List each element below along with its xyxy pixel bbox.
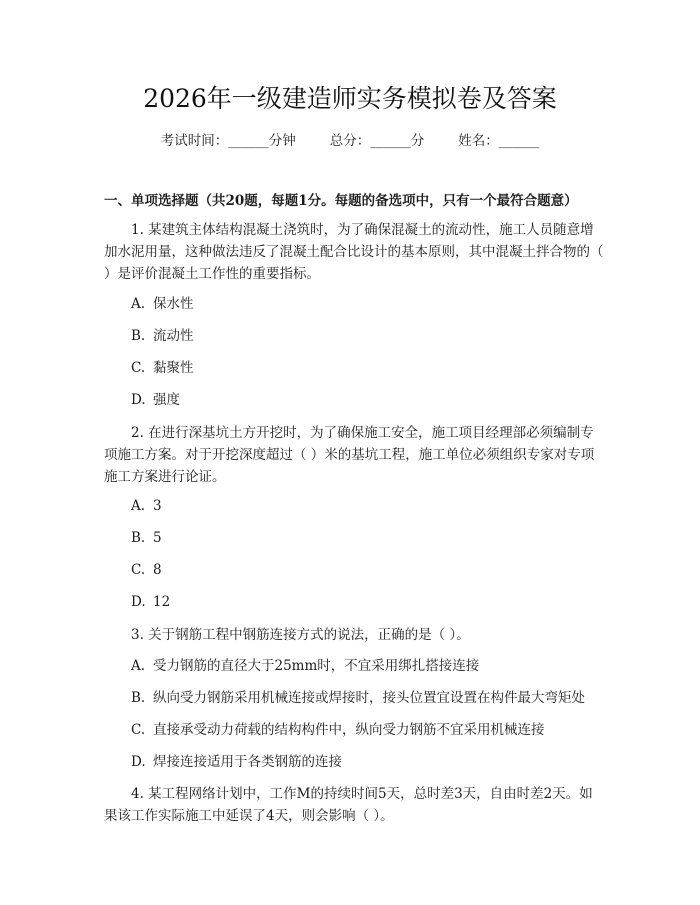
option-text: 5 xyxy=(153,530,162,546)
section-heading: 一、单项选择题（共20题，每题1分。每题的备选项中，只有一个最符合题意） xyxy=(104,193,578,209)
option-text: 3 xyxy=(153,498,162,514)
question-3-option-a xyxy=(131,656,479,676)
score-label: 总分： xyxy=(329,133,371,149)
option-text: 8 xyxy=(153,562,162,578)
option-text: 焊接连接适用于各类钢筋的连接 xyxy=(153,754,342,770)
question-1-option-d xyxy=(131,390,180,410)
option-text: 强度 xyxy=(153,392,180,408)
exam-info-line xyxy=(0,131,700,151)
question-2-option-d xyxy=(131,592,170,612)
time-blank: ______ xyxy=(228,133,269,149)
option-text: 流动性 xyxy=(153,328,194,344)
page-title: 2026年一级建造师实务模拟卷及答案 xyxy=(143,84,557,113)
name-label: 姓名： xyxy=(458,133,499,149)
question-1-option-a xyxy=(131,294,194,314)
question-2-option-c xyxy=(131,560,162,580)
score-blank: ______ xyxy=(370,133,411,149)
option-letter: C. xyxy=(131,722,146,738)
option-text: 直接承受动力荷载的结构构件中，纵向受力钢筋不宜采用机械连接 xyxy=(153,722,545,738)
time-label: 考试时间： xyxy=(160,133,229,149)
time-unit: 分钟 xyxy=(268,133,296,149)
question-4-stem: 4. 某工程网络计划中，工作M的持续时间5天，总时差3天，自由时差2天。如果该工作实际施工中延误了4天，则会影响（ ）。 xyxy=(104,786,593,824)
name-blank: ______ xyxy=(498,133,540,149)
question-3-option-c xyxy=(131,720,545,740)
option-letter: D. xyxy=(131,754,146,770)
question-3-option-d xyxy=(131,752,342,772)
option-text: 12 xyxy=(153,594,171,610)
option-letter: C. xyxy=(131,360,146,376)
question-2-option-b xyxy=(131,528,162,548)
question-2-option-a xyxy=(131,496,162,516)
option-letter: C. xyxy=(131,562,146,578)
question-3-option-b xyxy=(131,688,585,708)
option-letter: B. xyxy=(131,690,146,706)
option-letter: B. xyxy=(131,530,146,546)
option-letter: A. xyxy=(131,498,146,514)
option-text: 受力钢筋的直径大于25mm时，不宜采用绑扎搭接连接 xyxy=(153,658,480,674)
question-2-stem: 2. 在进行深基坑土方开挖时，为了确保施工安全，施工项目经理部必须编制专项施工方案。对于开挖深度超过（ ）米的基坑工程，施工单位必须组织专家对专项施工方案进行论证。 xyxy=(104,425,595,485)
option-letter: D. xyxy=(131,392,146,408)
option-letter: A. xyxy=(131,658,146,674)
score-unit: 分 xyxy=(410,133,425,149)
option-text: 黏聚性 xyxy=(153,360,194,376)
option-letter: A. xyxy=(131,296,146,312)
option-letter: B. xyxy=(131,328,146,344)
question-3-stem: 3. 关于钢筋工程中钢筋连接方式的说法，正确的是（ ）。 xyxy=(131,627,470,643)
question-1-option-b xyxy=(131,326,194,346)
question-1-stem: 1. 某建筑主体结构混凝土浇筑时，为了确保混凝土的流动性，施工人员随意增加水泥用量，这种做法违反了混凝土配合比设计的基本原则，其中混凝土拌合物的（ ）是评价混凝土工作性的重要指标。 xyxy=(104,222,604,282)
option-letter: D. xyxy=(131,594,146,610)
question-1-option-c xyxy=(131,358,194,378)
option-text: 纵向受力钢筋采用机械连接或焊接时，接头位置宜设置在构件最大弯矩处 xyxy=(153,690,585,706)
option-text: 保水性 xyxy=(153,296,194,312)
